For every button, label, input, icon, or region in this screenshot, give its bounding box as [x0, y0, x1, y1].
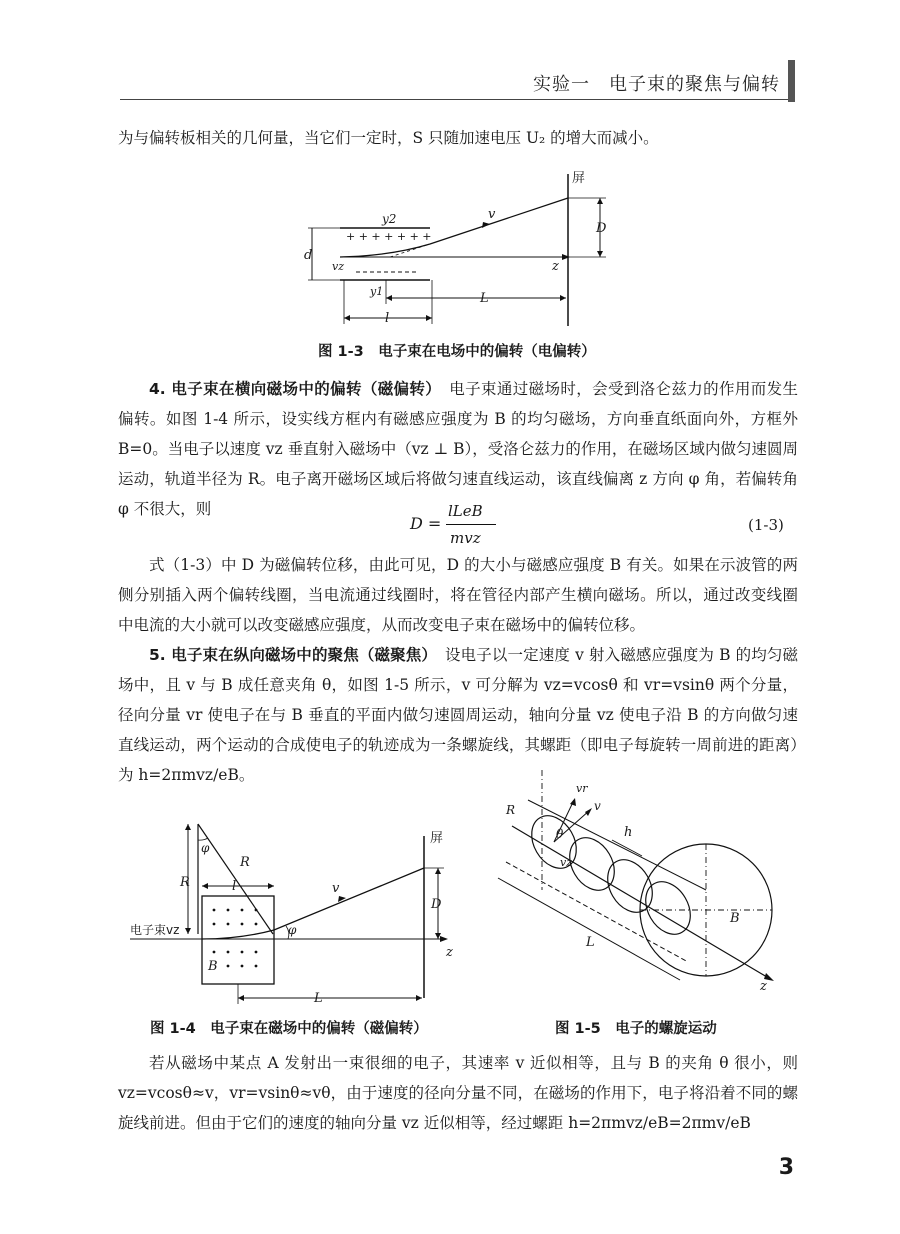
equation-numerator: lLeB — [448, 502, 483, 520]
running-header-title: 实验一 电子束的聚焦与偏转 — [533, 74, 780, 95]
fig15-B-label: B — [730, 911, 740, 926]
fig13-y2-label: y2 — [382, 212, 397, 226]
fig13-z-label: z — [552, 259, 559, 274]
equation-denominator: mvz — [450, 529, 481, 547]
fig14-l-label: l — [232, 879, 237, 894]
figure-1-3-caption: 图 1-3 电子束在电场中的偏转（电偏转） — [318, 344, 596, 360]
fig15-R-label: R — [506, 803, 516, 817]
fig14-beam-label: 电子束vz — [130, 923, 180, 937]
fig14-R-slant-label: R — [240, 855, 250, 870]
fig13-v-label: v — [488, 207, 496, 222]
section-5-paragraph — [118, 640, 798, 790]
figure-1-5-caption: 图 1-5 电子的螺旋运动 — [555, 1021, 717, 1037]
figure-1-4-magnetic-deflection — [128, 818, 468, 1008]
section-4-title: 4. 电子束在横向磁场中的偏转（磁偏转） — [149, 380, 434, 398]
fig13-D-label: D — [596, 221, 607, 236]
section-4-body: 电子束通过磁场时，会受到洛仑兹力的作用而发生偏转。如图 1-4 所示，设实线方框内有磁感应强度为 B 的均匀磁场，方向垂直纸面向外，方框外 B=0。当电子以速度 vz 垂直射入磁场中（vz ⊥ B），受洛仑兹力的作用，在磁场区域内做匀速圆周运动，轨道半径为 R。电子离开磁场区域后将做匀速直线运动，该直线偏离 z 方向 φ 角，若偏转角 φ 不很大，则 — [118, 380, 798, 518]
fig15-z-label: z — [760, 979, 767, 994]
section-5-body: 设电子以一定速度 v 射入磁感应强度为 B 的均匀磁场中，且 v 与 B 成任意夹角 θ，如图 1-5 所示，v 可分解为 vz=vcosθ 和 vr=vsinθ 两个分量，径向分量 vr 使电子在与 B 垂直的平面内做匀速圆周运动，轴向分量 vz 使电子沿 B 的方向做匀速直线运动，两个运动的合成使电子的轨迹成为一条螺旋线，其螺距（即电子每旋转一周前进的距离）为 h=2πmvz/eB。 — [118, 646, 798, 784]
header-rule — [120, 99, 792, 100]
fig15-vr-label: vr — [576, 782, 588, 795]
figure-1-3-electric-deflection — [300, 168, 620, 330]
fig13-d-label: d — [304, 248, 313, 263]
fraction-bar — [446, 524, 496, 525]
fig14-phi-top-label: φ — [201, 841, 210, 855]
paragraph-spiral-focus: 若从磁场中某点 A 发射出一束很细的电子，其速率 v 近似相等，且与 B 的夹角 θ 很小，则 vz=vcosθ≈v，vr=vsinθ≈vθ，由于速度的径向分量不同，在磁场的作用下，电子将沿着不同的螺旋线前进。但由于它们的速度的轴向分量 vz 近似相等，经过螺距 h=2πmvz/eB=2πmv/eB — [118, 1054, 798, 1132]
header-edge-bar — [788, 60, 795, 102]
fig14-phi-label: φ — [288, 923, 297, 937]
fig15-v-label: v — [594, 799, 601, 813]
fig14-L-label: L — [314, 991, 323, 1006]
fig13-y1-label: y1 — [370, 285, 384, 298]
fig14-D-label: D — [431, 897, 442, 912]
fig14-R-label: R — [180, 875, 190, 890]
fig14-screen-label: 屏 — [430, 831, 444, 846]
fig15-theta-label: θ — [556, 827, 564, 841]
fig13-plus-signs: + + + + + + + — [346, 230, 432, 243]
fig14-B-label: B — [208, 959, 218, 974]
fig15-h-label: h — [624, 825, 633, 840]
figure-1-5-spiral-motion — [492, 770, 792, 1005]
fig13-L-label: L — [480, 291, 489, 306]
fig15-L-label: L — [586, 935, 595, 950]
fig15-vz-label: vz — [560, 856, 573, 869]
paragraph-magnetic-deflection-discussion: 式（1-3）中 D 为磁偏转位移，由此可见，D 的大小与磁感应强度 B 有关。如果在示波管的两侧分别插入两个偏转线圈，当电流通过线圈时，将在管径内部产生横向磁场。所以，通过改变线圈中电流的大小就可以改变磁感应强度，从而改变电子束在磁场中的偏转位移。 — [118, 556, 798, 634]
figure-1-4-caption: 图 1-4 电子束在磁场中的偏转（磁偏转） — [150, 1021, 428, 1037]
equation-number: (1-3) — [748, 516, 784, 534]
fig13-l-label: l — [385, 311, 390, 326]
fig15-spiral-loops — [523, 808, 700, 942]
page-number: 3 — [778, 1155, 794, 1180]
section-5-title: 5. 电子束在纵向磁场中的聚焦（磁聚焦） — [149, 646, 430, 664]
fig14-v-label: v — [332, 881, 340, 896]
equation-lhs: D = — [410, 514, 442, 533]
fig13-vz-label: vz — [332, 260, 345, 273]
fig14-z-label: z — [446, 945, 453, 960]
paragraph-intro: 为与偏转板相关的几何量，当它们一定时，S 只随加速电压 U₂ 的增大而减小。 — [118, 129, 659, 147]
equation-1-3 — [410, 502, 530, 554]
fig13-screen-label: 屏 — [572, 171, 586, 186]
